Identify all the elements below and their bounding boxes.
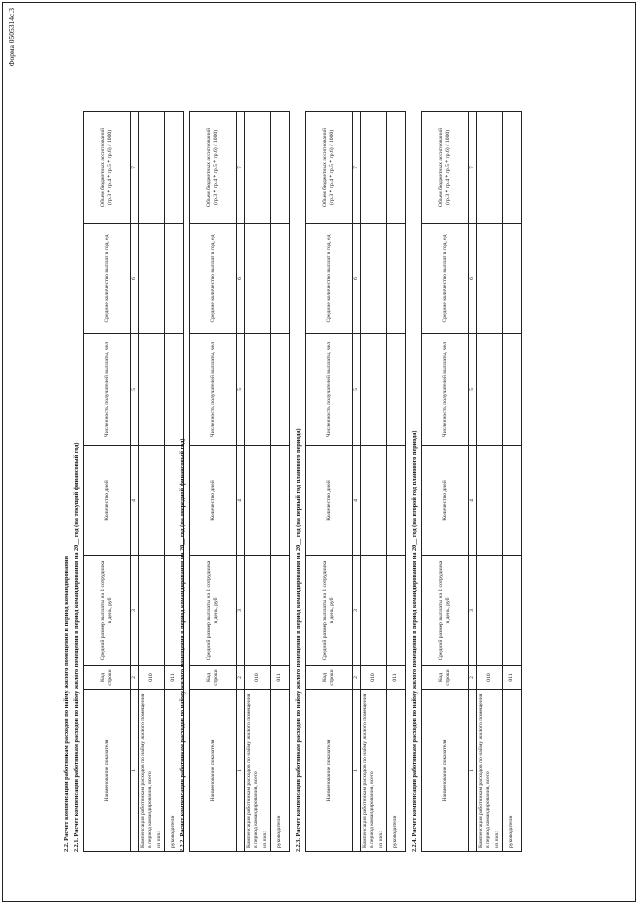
cell-input[interactable] bbox=[386, 556, 405, 666]
header-name: Наименование показателя bbox=[306, 690, 353, 852]
header-name: Наименование показателя bbox=[84, 690, 131, 852]
cell-input[interactable] bbox=[361, 224, 387, 334]
header-code: Код строки bbox=[306, 666, 353, 690]
col-number: 3 bbox=[353, 556, 361, 666]
cell-input[interactable] bbox=[502, 224, 521, 334]
row-heads-label: руководители bbox=[386, 690, 405, 852]
column-number-row bbox=[469, 112, 477, 852]
col-number: 5 bbox=[353, 334, 361, 446]
cell-input[interactable] bbox=[361, 112, 387, 224]
header-avg-payment: Средний размер выплаты на 1 сотрудника в день, руб bbox=[190, 556, 237, 666]
cell-input[interactable] bbox=[270, 224, 289, 334]
header-recipients: Численность получателей выплаты, чел bbox=[84, 334, 131, 446]
row-heads-code: 011 bbox=[270, 666, 289, 690]
col-number: 3 bbox=[131, 556, 139, 666]
col-number: 3 bbox=[237, 556, 245, 666]
table-header-row bbox=[422, 112, 469, 852]
table-header-row bbox=[306, 112, 353, 852]
col-number: 7 bbox=[237, 112, 245, 224]
col-number: 1 bbox=[131, 690, 139, 852]
row-total-code: 010 bbox=[361, 666, 387, 690]
row-total-label: Компенсация работникам расходов по найму жилого помещения в период командирования, всего из них: bbox=[477, 690, 503, 852]
table-header-row bbox=[84, 112, 131, 852]
cell-input[interactable] bbox=[502, 556, 521, 666]
subsection-title-2: 2.2.2. Расчет компенсации работникам расходов по найму жилого помещения в период командирования на 20__ год (на очередной финансовый год) bbox=[179, 438, 186, 852]
header-avg-payments-per-year: Средние количество выплат в год, ед bbox=[306, 224, 353, 334]
row-total-code: 010 bbox=[245, 666, 271, 690]
form-code: Форма 0505314с.3 bbox=[7, 8, 16, 67]
cell-input[interactable] bbox=[270, 446, 289, 556]
cell-input[interactable] bbox=[270, 334, 289, 446]
row-heads-label: руководители bbox=[164, 690, 183, 852]
row-heads-label: руководители bbox=[502, 690, 521, 852]
cell-input[interactable] bbox=[245, 112, 271, 224]
header-avg-payment: Средний размер выплаты на 1 сотрудника в день, руб bbox=[84, 556, 131, 666]
cell-input[interactable] bbox=[361, 556, 387, 666]
row-heads-code: 011 bbox=[502, 666, 521, 690]
header-recipients: Численность получателей выплаты, чел bbox=[306, 334, 353, 446]
header-volume: Объем бюджетных ассигнований (гр.3 * гр.4 * гр.5 * гр.6) / 1000) bbox=[422, 112, 469, 224]
calc-table-2 bbox=[189, 111, 290, 852]
cell-input[interactable] bbox=[270, 112, 289, 224]
col-number: 2 bbox=[353, 666, 361, 690]
cell-input[interactable] bbox=[245, 556, 271, 666]
cell-input[interactable] bbox=[245, 446, 271, 556]
header-days: Количество дней bbox=[84, 446, 131, 556]
cell-input[interactable] bbox=[386, 446, 405, 556]
calc-table-3 bbox=[305, 111, 406, 852]
cell-input[interactable] bbox=[386, 112, 405, 224]
col-number: 2 bbox=[469, 666, 477, 690]
table-row bbox=[502, 112, 521, 852]
cell-input[interactable] bbox=[245, 334, 271, 446]
row-total-label: Компенсация работникам расходов по найму жилого помещения в период командирования, всего из них: bbox=[139, 690, 165, 852]
table-row bbox=[245, 112, 271, 852]
col-number: 7 bbox=[131, 112, 139, 224]
cell-input[interactable] bbox=[139, 446, 165, 556]
col-number: 7 bbox=[469, 112, 477, 224]
header-recipients: Численность получателей выплаты, чел bbox=[190, 334, 237, 446]
col-number: 6 bbox=[237, 224, 245, 334]
col-number: 7 bbox=[353, 112, 361, 224]
cell-input[interactable] bbox=[502, 112, 521, 224]
cell-input[interactable] bbox=[361, 446, 387, 556]
cell-input[interactable] bbox=[477, 334, 503, 446]
table-row bbox=[361, 112, 387, 852]
calc-table-4 bbox=[421, 111, 522, 852]
header-avg-payment: Средний размер выплаты на 1 сотрудника в день, руб bbox=[422, 556, 469, 666]
subsection-title-3: 2.2.3. Расчет компенсации работникам расходов по найму жилого помещения в период командирования на 20__ год (на первый год планового периода) bbox=[295, 428, 302, 852]
col-number: 2 bbox=[131, 666, 139, 690]
header-name: Наименование показателя bbox=[422, 690, 469, 852]
cell-input[interactable] bbox=[502, 446, 521, 556]
col-number: 5 bbox=[237, 334, 245, 446]
cell-input[interactable] bbox=[477, 556, 503, 666]
cell-input[interactable] bbox=[245, 224, 271, 334]
col-number: 1 bbox=[353, 690, 361, 852]
cell-input[interactable] bbox=[164, 112, 183, 224]
col-number: 4 bbox=[469, 446, 477, 556]
header-avg-payment: Средний размер выплаты на 1 сотрудника в день, руб bbox=[306, 556, 353, 666]
cell-input[interactable] bbox=[477, 112, 503, 224]
header-days: Количество дней bbox=[306, 446, 353, 556]
cell-input[interactable] bbox=[502, 334, 521, 446]
col-number: 4 bbox=[237, 446, 245, 556]
row-heads-code: 011 bbox=[386, 666, 405, 690]
col-number: 4 bbox=[353, 446, 361, 556]
table-row bbox=[270, 112, 289, 852]
table-header-row bbox=[190, 112, 237, 852]
row-heads-code: 011 bbox=[164, 666, 183, 690]
header-volume: Объем бюджетных ассигнований (гр.3 * гр.4 * гр.5 * гр.6) / 1000) bbox=[84, 112, 131, 224]
cell-input[interactable] bbox=[386, 334, 405, 446]
header-name: Наименование показателя bbox=[190, 690, 237, 852]
cell-input[interactable] bbox=[270, 556, 289, 666]
col-number: 6 bbox=[131, 224, 139, 334]
cell-input[interactable] bbox=[139, 112, 165, 224]
table-row bbox=[139, 112, 165, 852]
col-number: 1 bbox=[237, 690, 245, 852]
table-row bbox=[386, 112, 405, 852]
column-number-row bbox=[353, 112, 361, 852]
header-volume: Объем бюджетных ассигнований (гр.3 * гр.4 * гр.5 * гр.6) / 1000) bbox=[190, 112, 237, 224]
row-total-label: Компенсация работникам расходов по найму жилого помещения в период командирования, всего из них: bbox=[361, 690, 387, 852]
cell-input[interactable] bbox=[139, 556, 165, 666]
col-number: 2 bbox=[237, 666, 245, 690]
header-days: Количество дней bbox=[422, 446, 469, 556]
header-days: Количество дней bbox=[190, 446, 237, 556]
table-row bbox=[477, 112, 503, 852]
row-total-code: 010 bbox=[477, 666, 503, 690]
cell-input[interactable] bbox=[139, 224, 165, 334]
section-title: 2.2. Расчет компенсации работникам расходов по найму жилого помещения в период командирования bbox=[63, 555, 70, 852]
column-number-row bbox=[237, 112, 245, 852]
col-number: 1 bbox=[469, 690, 477, 852]
row-total-code: 010 bbox=[139, 666, 165, 690]
cell-input[interactable] bbox=[164, 224, 183, 334]
row-total-label: Компенсация работникам расходов по найму жилого помещения в период командирования, всего из них: bbox=[245, 690, 271, 852]
header-code: Код строки bbox=[422, 666, 469, 690]
cell-input[interactable] bbox=[477, 446, 503, 556]
col-number: 5 bbox=[131, 334, 139, 446]
col-number: 4 bbox=[131, 446, 139, 556]
header-avg-payments-per-year: Средние количество выплат в год, ед bbox=[422, 224, 469, 334]
col-number: 6 bbox=[469, 224, 477, 334]
cell-input[interactable] bbox=[477, 224, 503, 334]
header-avg-payments-per-year: Средние количество выплат в год, ед bbox=[84, 224, 131, 334]
header-code: Код строки bbox=[190, 666, 237, 690]
cell-input[interactable] bbox=[386, 224, 405, 334]
col-number: 6 bbox=[353, 224, 361, 334]
subsection-title-1: 2.2.1. Расчет компенсации работникам расходов по найму жилого помещения в период командирования на 20__ год (на текущий финансовый год) bbox=[73, 442, 80, 852]
col-number: 3 bbox=[469, 556, 477, 666]
calc-table-1 bbox=[83, 111, 184, 852]
cell-input[interactable] bbox=[361, 334, 387, 446]
header-avg-payments-per-year: Средние количество выплат в год, ед bbox=[190, 224, 237, 334]
row-heads-label: руководители bbox=[270, 690, 289, 852]
cell-input[interactable] bbox=[164, 334, 183, 446]
cell-input[interactable] bbox=[139, 334, 165, 446]
header-recipients: Численность получателей выплаты, чел bbox=[422, 334, 469, 446]
header-volume: Объем бюджетных ассигнований (гр.3 * гр.4 * гр.5 * гр.6) / 1000) bbox=[306, 112, 353, 224]
subsection-title-4: 2.2.4. Расчет компенсации работникам расходов по найму жилого помещения в период командирования на 20__ год (на второй год планового периода) bbox=[411, 430, 418, 852]
rotated-page-content bbox=[7, 6, 603, 852]
column-number-row bbox=[131, 112, 139, 852]
col-number: 5 bbox=[469, 334, 477, 446]
header-code: Код строки bbox=[84, 666, 131, 690]
